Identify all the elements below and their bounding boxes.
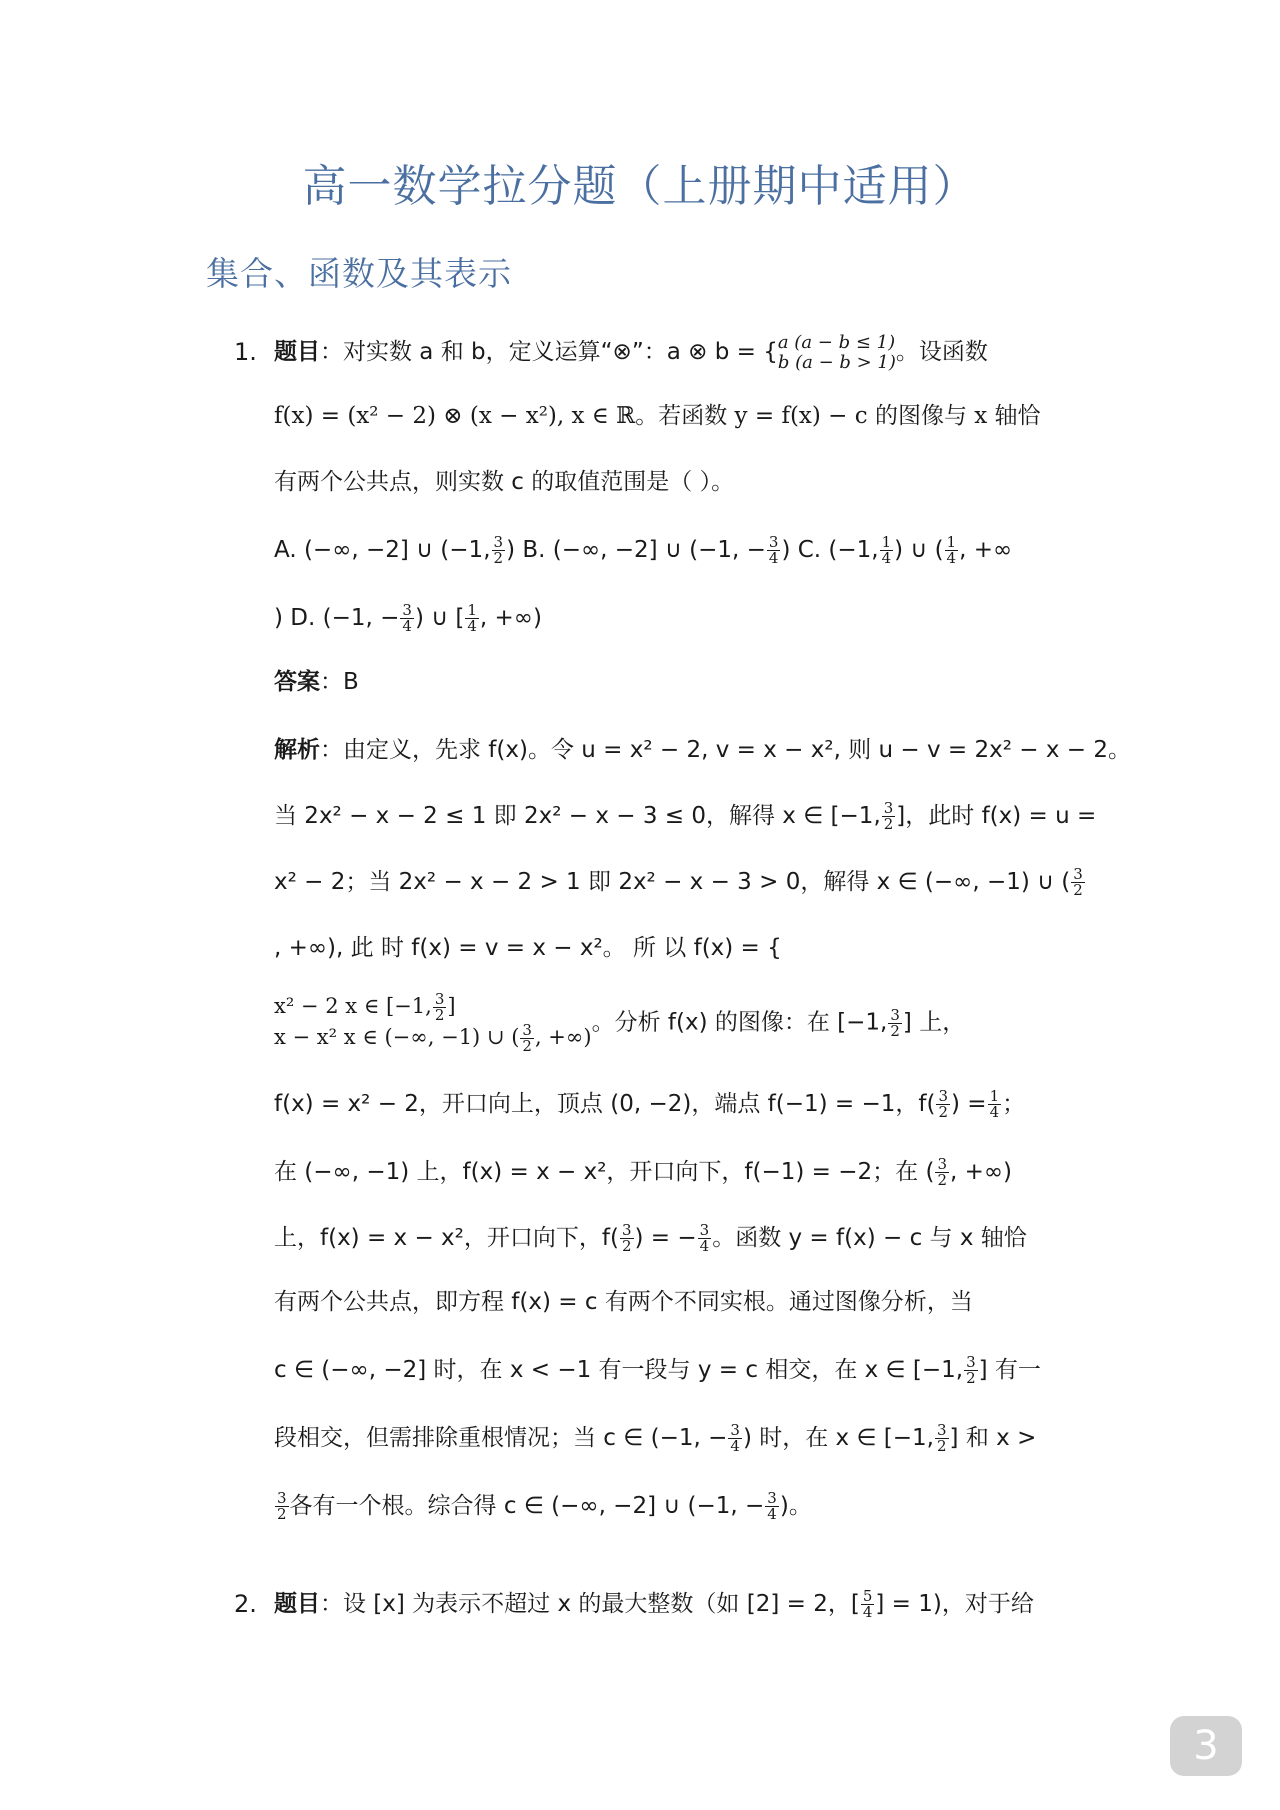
piecewise-top: a (a − b ≤ 1) [777, 331, 896, 353]
analysis-line-11 [274, 1418, 1036, 1458]
fraction: $\frac{3}{4}$ [768, 533, 779, 567]
option-a: A. (−∞, −2] ∪ (−1, [274, 537, 491, 563]
question-text: ] = 1)，对于给 [875, 1591, 1034, 1617]
analysis-text: ] 上， [902, 1009, 966, 1036]
answer-label: 答案 [274, 669, 320, 695]
fraction: $\frac{3}{4}$ [730, 1421, 740, 1455]
analysis-text: )。 [779, 1493, 812, 1519]
analysis-line-10 [274, 1350, 1041, 1390]
analysis-text: ]，此时 f(x) = u = [896, 803, 1097, 829]
analysis-line-9: 有两个公共点，即方程 f(x) = c 有两个不同实根。通过图像分析，当 [274, 1289, 973, 1315]
analysis-line-6 [274, 1084, 1025, 1124]
fraction: $\frac{5}{4}$ [862, 1587, 873, 1621]
analysis-label: 解析 [274, 737, 320, 763]
question-label: 题目 [274, 1591, 320, 1617]
fraction: $\frac{3}{2}$ [1073, 865, 1083, 899]
piecewise-op [778, 333, 896, 373]
analysis-text: 在 (−∞, −1) 上，f(x) = x − x²，开口向下，f(−1) = −2；在 ( [274, 1159, 935, 1185]
fraction: $\frac{1}{4}$ [881, 533, 892, 567]
fraction: $\frac{1}{4}$ [946, 533, 957, 567]
fraction: $\frac{3}{2}$ [938, 1087, 948, 1121]
analysis-line-12 [274, 1486, 812, 1526]
analysis-text: 上，f(x) = x − x²，开口向下，f( [274, 1225, 619, 1251]
question-label: 题目 [274, 339, 320, 365]
fraction: $\frac{3}{2}$ [890, 1005, 900, 1040]
options-line-1 [274, 530, 1012, 570]
analysis-line-4: , +∞), 此 时 f(x) = v = x − x²。 所 以 f(x) = { [274, 935, 782, 961]
question-line-1 [274, 332, 988, 373]
question-line-3: 有两个公共点，则实数 c 的取值范围是（ ）。 [274, 469, 735, 495]
fraction: $\frac{3}{2}$ [621, 1221, 632, 1255]
analysis-line-1 [274, 730, 1131, 770]
fraction: $\frac{3}{2}$ [966, 1353, 976, 1387]
piecewise-def [274, 992, 592, 1054]
fraction: $\frac{3}{2}$ [277, 1489, 287, 1523]
fraction: $\frac{3}{4}$ [699, 1221, 710, 1255]
analysis-text: ：由定义，先求 f(x)。令 u = x² − 2, v = x − x², 则 u − v = 2x² − x − 2。 [320, 737, 1131, 763]
question-text: ：设 [x] 为表示不超过 x 的最大整数（如 [2] = 2，[ [320, 1591, 860, 1617]
option-d-part: ) ∪ [ [414, 605, 465, 631]
analysis-text: f(x) = x² − 2，开口向上，顶点 (0, −2)，端点 f(−1) = −1，f( [274, 1091, 936, 1117]
analysis-text: ] 有一 [978, 1357, 1041, 1383]
answer-line [274, 662, 359, 702]
fraction: $\frac{3}{2}$ [937, 1155, 947, 1189]
fraction: $\frac{3}{4}$ [402, 601, 412, 635]
analysis-line-3 [274, 862, 1086, 902]
analysis-text: ) = − [634, 1225, 697, 1251]
question-text: 。设函数 [895, 339, 988, 365]
analysis-text: ； [1002, 1091, 1026, 1117]
piecewise-bottom: b (a − b > 1) [777, 351, 896, 373]
fraction: $\frac{3}{4}$ [767, 1489, 777, 1523]
analysis-text: , +∞) [950, 1159, 1013, 1185]
option-c-end: , +∞ [959, 537, 1013, 563]
analysis-text: 段相交，但需排除重根情况；当 c ∈ (−1, − [274, 1425, 728, 1451]
analysis-text: ] 和 x > [949, 1425, 1037, 1451]
problem-number: 2. [234, 1590, 257, 1618]
option-d-end: , +∞) [479, 605, 542, 631]
analysis-line-2 [274, 796, 1096, 836]
page-number-badge: 3 [1170, 1716, 1242, 1776]
question-line-1 [274, 1584, 1034, 1624]
fraction: $\frac{1}{4}$ [989, 1087, 1000, 1121]
analysis-text: 。分析 f(x) 的图像：在 [−1, [591, 1009, 888, 1036]
analysis-line-5 [274, 992, 965, 1054]
question-line-2: f(x) = (x² − 2) ⊗ (x − x²), x ∈ ℝ。若函数 y = f(x) − c 的图像与 x 轴恰 [274, 403, 1041, 429]
analysis-line-7 [274, 1152, 1012, 1192]
problem-number: 1. [234, 338, 257, 366]
options-line-2 [274, 598, 542, 638]
page-title: 高一数学拉分题（上册期中适用） [302, 161, 978, 212]
piece-top: x² − 2 x ∈ [−1, $\frac{3}{2}$ ] [274, 990, 456, 1024]
fraction: $\frac{3}{2}$ [883, 799, 894, 833]
fraction: $\frac{3}{2}$ [493, 533, 504, 567]
option-b: ) B. (−∞, −2] ∪ (−1, − [506, 537, 766, 563]
fraction: $\frac{1}{4}$ [467, 601, 477, 635]
analysis-text: c ∈ (−∞, −2] 时，在 x < −1 有一段与 y = c 相交，在 x ∈ [−1, [274, 1357, 964, 1383]
analysis-text: ) 时，在 x ∈ [−1, [742, 1425, 934, 1451]
analysis-line-8 [274, 1218, 1027, 1258]
analysis-text: ) = [951, 1091, 987, 1117]
answer-value: ：B [320, 669, 359, 695]
question-text: ：对实数 a 和 b，定义运算“⊗”：a ⊗ b = { [320, 339, 778, 365]
analysis-text: 各有一个根。综合得 c ∈ (−∞, −2] ∪ (−1, − [289, 1493, 765, 1519]
analysis-text: 当 2x² − x − 2 ≤ 1 即 2x² − x − 3 ≤ 0，解得 x ∈ [−1, [274, 803, 881, 829]
analysis-text: x² − 2；当 2x² − x − 2 > 1 即 2x² − x − 3 > 0，解得 x ∈ (−∞, −1) ∪ ( [274, 869, 1071, 895]
analysis-text: 。函数 y = f(x) − c 与 x 轴恰 [712, 1225, 1027, 1251]
option-c: ) C. (−1, [781, 537, 879, 563]
piece-bottom: x − x² x ∈ (−∞, −1) ∪ ( $\frac{3}{2}$ , +∞) [274, 1021, 592, 1055]
fraction: $\frac{3}{2}$ [937, 1421, 947, 1455]
option-d: ) D. (−1, − [274, 605, 400, 631]
section-heading: 集合、函数及其表示 [206, 254, 512, 293]
option-c-part: ) ∪ ( [894, 537, 944, 563]
